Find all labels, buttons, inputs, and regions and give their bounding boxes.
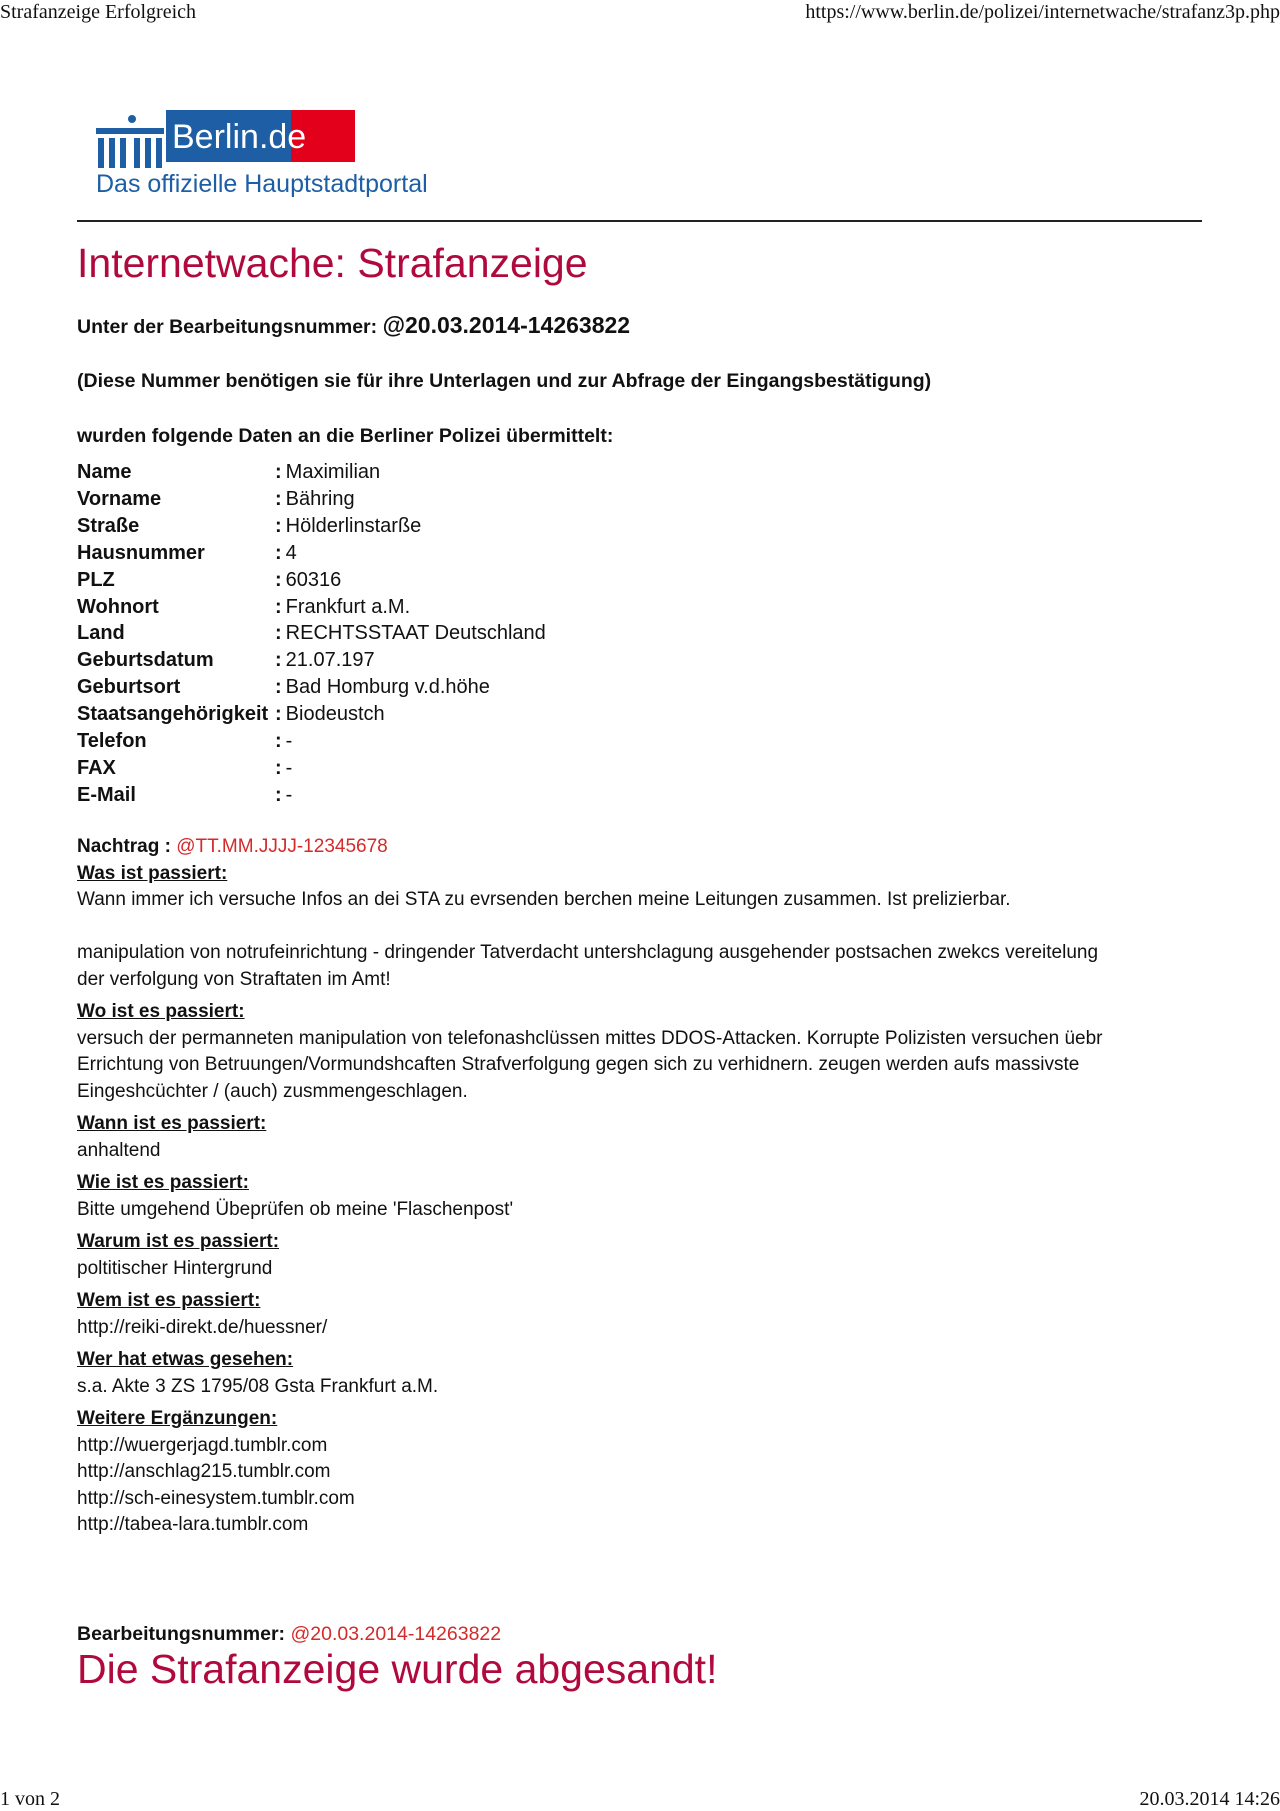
- personal-data-table: [77, 459, 546, 809]
- field-value-cell: [275, 674, 546, 701]
- warum-label: Warum ist es passiert:: [77, 1231, 280, 1252]
- wo-text: versuch der permanneten manipulation von telefonashclüssen mittes DDOS-Attacken. Korrupte Polizisten versuchen üebr Errichtung von Betruungen/Vormundshcaften Strafverfolgung gegen sich zu verhidnern. zeugen werden aufs massivste Eingeshcüchter / (auch) zusmmengeschlagen.: [77, 1027, 1103, 1102]
- field-value: -: [285, 730, 293, 753]
- field-label: Telefon: [77, 730, 147, 753]
- field-value-cell: [275, 728, 546, 755]
- wer-text: s.a. Akte 3 ZS 1795/08 Gsta Frankfurt a.M.: [77, 1375, 439, 1397]
- wer-label: Wer hat etwas gesehen:: [77, 1349, 294, 1370]
- field-separator: :: [275, 622, 282, 645]
- field-value-cell: [275, 513, 546, 540]
- field-label: FAX: [77, 756, 116, 779]
- field-separator: :: [275, 730, 282, 753]
- field-row: [77, 620, 546, 647]
- field-label: Geburtsort: [77, 676, 181, 699]
- field-row: [77, 459, 546, 486]
- field-row: [77, 755, 546, 782]
- wann-label: Wann ist es passiert:: [77, 1113, 267, 1134]
- field-value: Hölderlinstarße: [285, 514, 422, 537]
- weitere-line: http://sch-einesystem.tumblr.com: [77, 1487, 355, 1509]
- field-value-cell: [275, 567, 546, 594]
- nachtrag-value: @TT.MM.JJJJ-12345678: [176, 836, 388, 857]
- field-row: [77, 513, 546, 540]
- logo-tagline: Das offizielle Hauptstadtportal: [96, 170, 428, 198]
- field-value-cell: [275, 540, 546, 567]
- field-separator: :: [275, 568, 282, 591]
- reference-label: Unter der Bearbeitungsnummer:: [77, 316, 378, 338]
- wann-text: anhaltend: [77, 1139, 161, 1161]
- weitere-line: http://anschlag215.tumblr.com: [77, 1461, 331, 1482]
- field-value: Frankfurt a.M.: [285, 595, 411, 618]
- was-text-1: Wann immer ich versuche Infos an dei STA zu evrsenden berchen meine Leitungen zusammen. Ist prelizierbar.: [77, 889, 1011, 910]
- weitere-line: http://wuergerjagd.tumblr.com: [77, 1434, 328, 1456]
- field-value: 4: [285, 541, 297, 564]
- berlin-de-logo[interactable]: [96, 108, 446, 204]
- field-row: [77, 540, 546, 567]
- brandenburg-gate-icon: [96, 114, 164, 170]
- field-value-cell: [275, 755, 546, 782]
- field-separator: :: [275, 514, 282, 537]
- field-value: RECHTSSTAAT Deutschland: [285, 622, 546, 645]
- print-header-url: https://www.berlin.de/polizei/internetwache/strafanz3p.php: [805, 1, 1280, 23]
- reference-note: (Diese Nummer benötigen sie für ihre Unterlagen und zur Abfrage der Eingangsbestätigung): [77, 370, 932, 392]
- logo-wordmark: [166, 110, 456, 162]
- bottom-reference-value: @20.03.2014-14263822: [290, 1623, 502, 1645]
- field-label: PLZ: [77, 568, 115, 591]
- field-separator: :: [275, 487, 282, 510]
- field-label: Vorname: [77, 487, 162, 510]
- field-row: [77, 782, 546, 809]
- page-title: Internetwache: Strafanzeige: [77, 240, 588, 286]
- field-value-cell: [275, 486, 546, 513]
- field-value: -: [285, 756, 293, 779]
- field-separator: :: [275, 461, 282, 483]
- wem-label: Wem ist es passiert:: [77, 1290, 261, 1311]
- field-row: [77, 567, 546, 594]
- field-label: Straße: [77, 514, 140, 537]
- field-value: Biodeustch: [285, 703, 385, 726]
- field-value: Maximilian: [285, 461, 381, 483]
- field-row: [77, 594, 546, 621]
- field-value-cell: [275, 782, 546, 809]
- field-row: [77, 486, 546, 513]
- header-divider: [77, 220, 1202, 222]
- field-label: Staatsangehörigkeit: [77, 703, 269, 726]
- print-header-title: Strafanzeige Erfolgreich: [0, 1, 197, 23]
- field-row: [77, 674, 546, 701]
- field-label: Geburtsdatum: [77, 649, 214, 672]
- field-separator: :: [275, 541, 282, 564]
- bottom-reference: [77, 1623, 501, 1646]
- nachtrag-line: [77, 834, 1127, 861]
- logo-word-main: Berlin: [172, 118, 259, 156]
- field-label: Wohnort: [77, 595, 159, 618]
- field-separator: :: [275, 783, 282, 806]
- bottom-reference-label: Bearbeitungsnummer:: [77, 1623, 286, 1645]
- report-section: [77, 834, 1127, 1539]
- field-separator: :: [275, 676, 282, 699]
- wie-label: Wie ist es passiert:: [77, 1172, 249, 1193]
- field-value: 21.07.197: [285, 649, 375, 672]
- wie-text: Bitte umgehend Übeprüfen ob meine 'Flaschenpost': [77, 1198, 514, 1220]
- field-separator: :: [275, 756, 282, 779]
- was-text-2: manipulation von notrufeinrichtung - dringender Tatverdacht untershclagung ausgehender postsachen zwekcs vereitelung der verfolgung von Straftaten im Amt!: [77, 942, 1099, 990]
- nachtrag-label: Nachtrag :: [77, 836, 171, 857]
- field-separator: :: [275, 595, 282, 618]
- wem-text: http://reiki-direkt.de/huessner/: [77, 1316, 328, 1338]
- warum-text: poltitischer Hintergrund: [77, 1257, 273, 1279]
- field-row: [77, 647, 546, 674]
- field-row: [77, 728, 546, 755]
- field-value: Bähring: [285, 487, 355, 510]
- field-value: Bad Homburg v.d.höhe: [285, 676, 490, 699]
- field-label: Land: [77, 622, 125, 645]
- print-footer-page: 1 von 2: [0, 1788, 60, 1810]
- field-value-cell: [275, 459, 546, 486]
- weitere-line: http://tabea-lara.tumblr.com: [77, 1514, 309, 1535]
- field-value: -: [285, 783, 293, 806]
- field-separator: :: [275, 703, 282, 726]
- field-label: E-Mail: [77, 783, 136, 806]
- reference-number: @20.03.2014-14263822: [382, 312, 631, 338]
- was-label: Was ist passiert:: [77, 862, 228, 884]
- logo-word-tld: .de: [258, 118, 307, 156]
- confirmation-title: Die Strafanzeige wurde abgesandt!: [77, 1646, 718, 1692]
- data-intro: wurden folgende Daten an die Berliner Polizei übermittelt:: [77, 425, 614, 447]
- field-separator: :: [275, 649, 282, 672]
- field-value-cell: [275, 594, 546, 621]
- field-value-cell: [275, 701, 546, 728]
- wo-label: Wo ist es passiert:: [77, 1001, 245, 1022]
- field-label: Name: [77, 461, 132, 483]
- field-value: 60316: [285, 568, 342, 591]
- weitere-label: Weitere Ergänzungen:: [77, 1408, 278, 1429]
- field-value-cell: [275, 647, 546, 674]
- print-footer-datetime: 20.03.2014 14:26: [1139, 1788, 1280, 1810]
- field-row: [77, 701, 546, 728]
- reference-line: [77, 312, 630, 339]
- field-value-cell: [275, 620, 546, 647]
- field-label: Hausnummer: [77, 541, 205, 564]
